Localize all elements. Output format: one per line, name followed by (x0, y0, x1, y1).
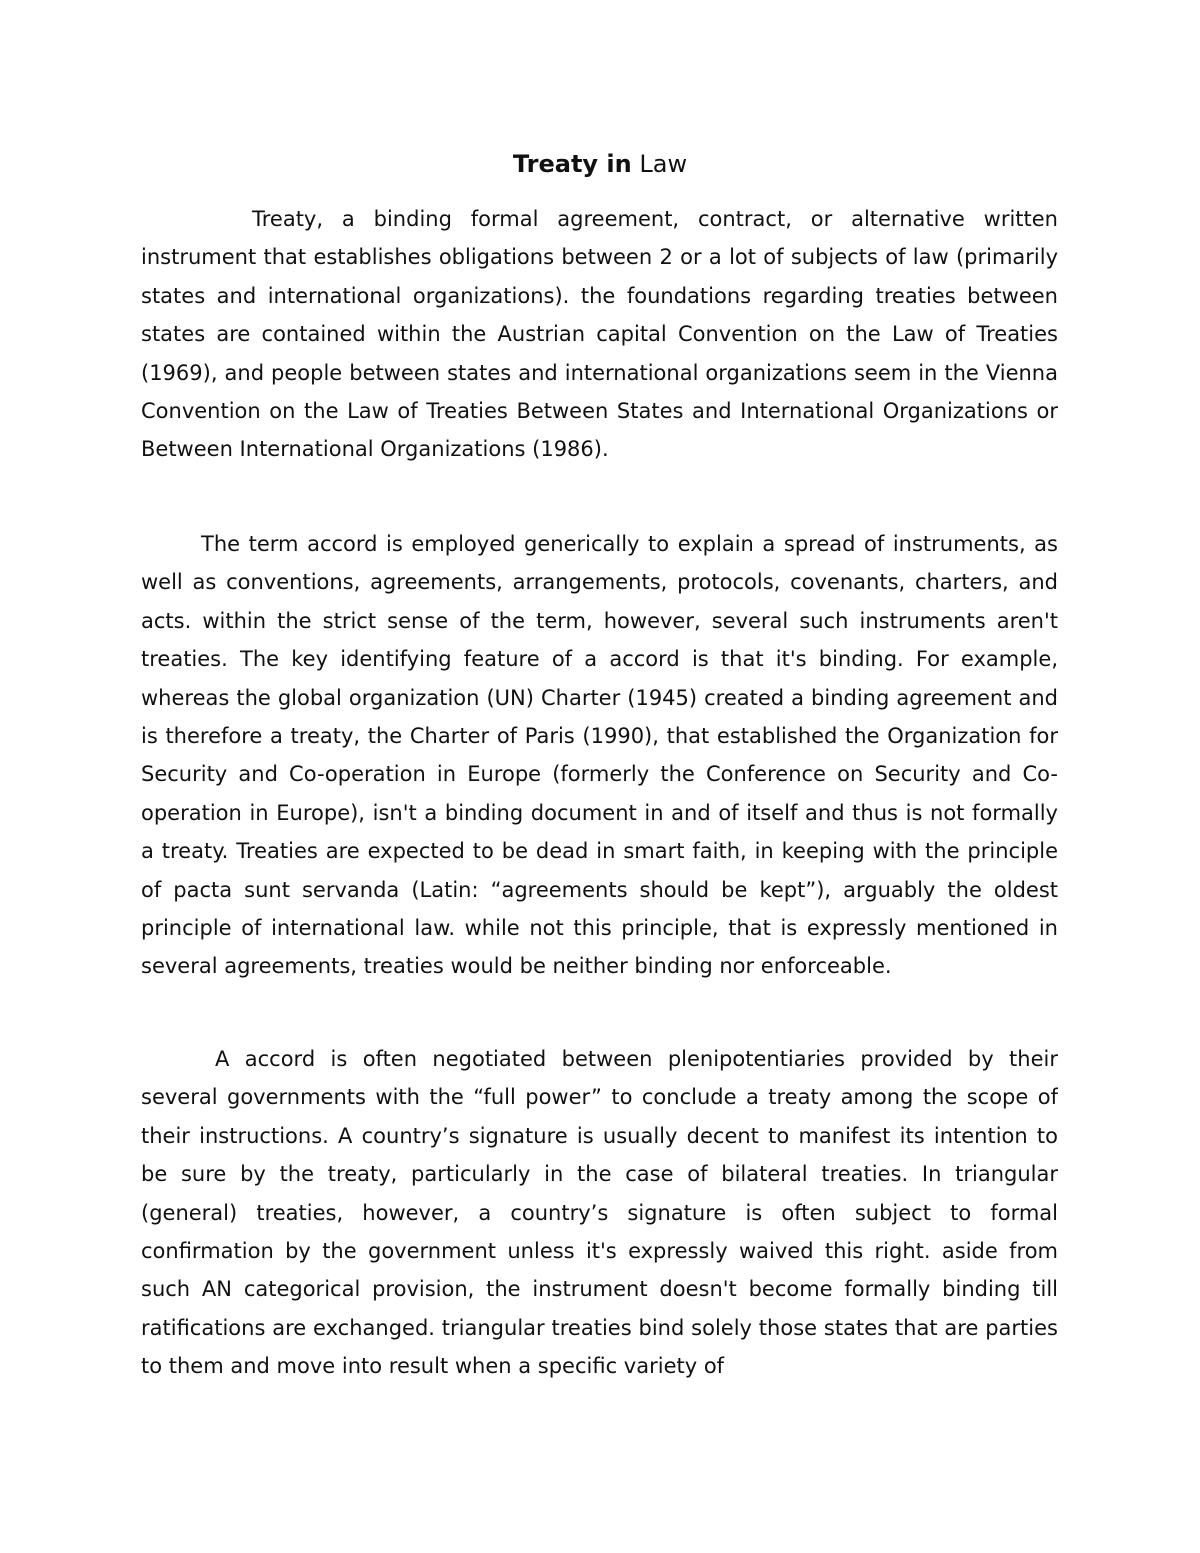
document-title-rest: Law (631, 150, 688, 178)
document-title (0, 146, 1200, 182)
document-title-bold: Treaty in (512, 150, 632, 178)
paragraph-2: The term accord is employed generically to explain a spread of instruments, as well as conventions, agreements, arrangements, protocols, covenants, charters, and acts. within the strict sense of the term, however, several such instruments aren't treaties. The key identifying feature of a accord is that it's binding. For example, whereas the global organization (UN) Charter (1945) created a binding agreement and is therefore a treaty, the Charter of Paris (1990), that established the Organization for Security and Co-operation in Europe (formerly the Conference on Security and Co-operation in Europe), isn't a binding document in and of itself and thus is not formally a treaty. Treaties are expected to be dead in smart faith, in keeping with the principle of pacta sunt servanda (Latin: “agreements should be kept”), arguably the oldest principle of international law. while not this principle, that is expressly mentioned in several agreements, treaties would be neither binding nor enforceable. (141, 532, 1058, 979)
paragraph-3: A accord is often negotiated between plenipotentiaries provided by their several governments with the “full power” to conclude a treaty among the scope of their instructions. A country’s signature is usually decent to manifest its intention to be sure by the treaty, particularly in the case of bilateral treaties. In triangular (general) treaties, however, a country’s signature is often subject to formal confirmation by the government unless it's expressly waived this right. aside from such AN categorical provision, the instrument doesn't become formally binding till ratifications are exchanged. triangular treaties bind solely those states that are parties to them and move into result when a specific variety of (141, 1047, 1058, 1379)
paragraph-1: Treaty, a binding formal agreement, contract, or alternative written instrument that establishes obligations between 2 or a lot of subjects of law (primarily states and international organizations). the foundations regarding treaties between states are contained within the Austrian capital Convention on the Law of Treaties (1969), and people between states and international organizations seem in the Vienna Convention on the Law of Treaties Between States and International Organizations or Between International Organizations (1986). (141, 207, 1058, 462)
